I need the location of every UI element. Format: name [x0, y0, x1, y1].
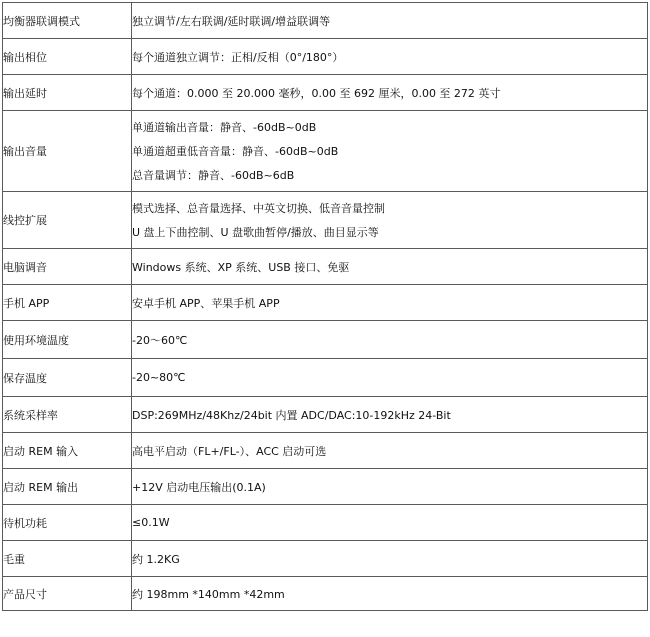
spec-value-line: 每个通道独立调节：正相/反相（0°/180°）: [132, 50, 344, 64]
spec-label: 启动 REM 输入: [3, 433, 132, 469]
spec-table: [2, 2, 648, 611]
spec-label: 均衡器联调模式: [3, 3, 132, 39]
spec-value: [132, 75, 648, 111]
spec-value-line: 独立调节/左右联调/延时联调/增益联调等: [132, 14, 331, 28]
spec-value: [132, 359, 648, 397]
spec-label: 线控扩展: [3, 192, 132, 249]
table-row: [3, 397, 648, 433]
spec-value: [132, 249, 648, 285]
spec-label: 输出音量: [3, 111, 132, 192]
table-row: [3, 469, 648, 505]
spec-value-line: DSP:269MHz/48Khz/24bit 内置 ADC/DAC:10-192kHz 24-Bit: [132, 408, 451, 422]
table-row: [3, 39, 648, 75]
spec-value-line: 高电平启动（FL+/FL-）、ACC 启动可选: [132, 444, 327, 458]
spec-value: [132, 577, 648, 611]
table-row: [3, 359, 648, 397]
spec-value-line: 单通道超重低音音量：静音、-60dB~0dB: [132, 145, 339, 158]
spec-value-line: 约 1.2KG: [132, 552, 180, 566]
spec-label: 启动 REM 输出: [3, 469, 132, 505]
spec-value-line: U 盘上下曲控制、U 盘歌曲暂停/播放、曲目显示等: [132, 226, 379, 239]
spec-label: 电脑调音: [3, 249, 132, 285]
table-row: [3, 3, 648, 39]
table-row: [3, 192, 648, 249]
table-row: [3, 541, 648, 577]
spec-value: [132, 541, 648, 577]
spec-value-line: 安卓手机 APP、苹果手机 APP: [132, 296, 280, 310]
spec-label: 毛重: [3, 541, 132, 577]
spec-value-line: -20~80℃: [132, 371, 186, 384]
spec-label: 系统采样率: [3, 397, 132, 433]
spec-label: 保存温度: [3, 359, 132, 397]
spec-value: [132, 285, 648, 321]
spec-value-line: 总音量调节：静音、-60dB~6dB: [132, 169, 295, 182]
table-row: [3, 577, 648, 611]
spec-value-line: Windows 系统、XP 系统、USB 接口、免驱: [132, 260, 350, 274]
spec-label: 手机 APP: [3, 285, 132, 321]
spec-value: [132, 321, 648, 359]
spec-value: [132, 111, 648, 192]
table-row: [3, 285, 648, 321]
table-row: [3, 433, 648, 469]
table-row: [3, 75, 648, 111]
table-row: [3, 321, 648, 359]
spec-value-line: ≤0.1W: [132, 516, 170, 529]
spec-label: 输出延时: [3, 75, 132, 111]
spec-value-line: +12V 启动电压输出(0.1A): [132, 480, 266, 494]
table-row: [3, 111, 648, 192]
spec-value: [132, 3, 648, 39]
spec-value: [132, 433, 648, 469]
spec-value: [132, 397, 648, 433]
spec-value-line: 约 198mm *140mm *42mm: [132, 587, 285, 601]
spec-value: [132, 505, 648, 541]
spec-label: 产品尺寸: [3, 577, 132, 611]
spec-value-line: 每个通道：0.000 至 20.000 毫秒，0.00 至 692 厘米，0.00 至 272 英寸: [132, 86, 501, 100]
table-row: [3, 505, 648, 541]
spec-label: 使用环境温度: [3, 321, 132, 359]
spec-label: 待机功耗: [3, 505, 132, 541]
spec-value-line: -20～60℃: [132, 333, 188, 347]
spec-value: [132, 192, 648, 249]
spec-table-body: [3, 3, 648, 611]
spec-value-line: 单通道输出音量：静音、-60dB~0dB: [132, 121, 317, 134]
spec-value: [132, 39, 648, 75]
spec-label: 输出相位: [3, 39, 132, 75]
spec-value: [132, 469, 648, 505]
table-row: [3, 249, 648, 285]
spec-value-line: 模式选择、总音量选择、中英文切换、低音音量控制: [132, 202, 385, 215]
